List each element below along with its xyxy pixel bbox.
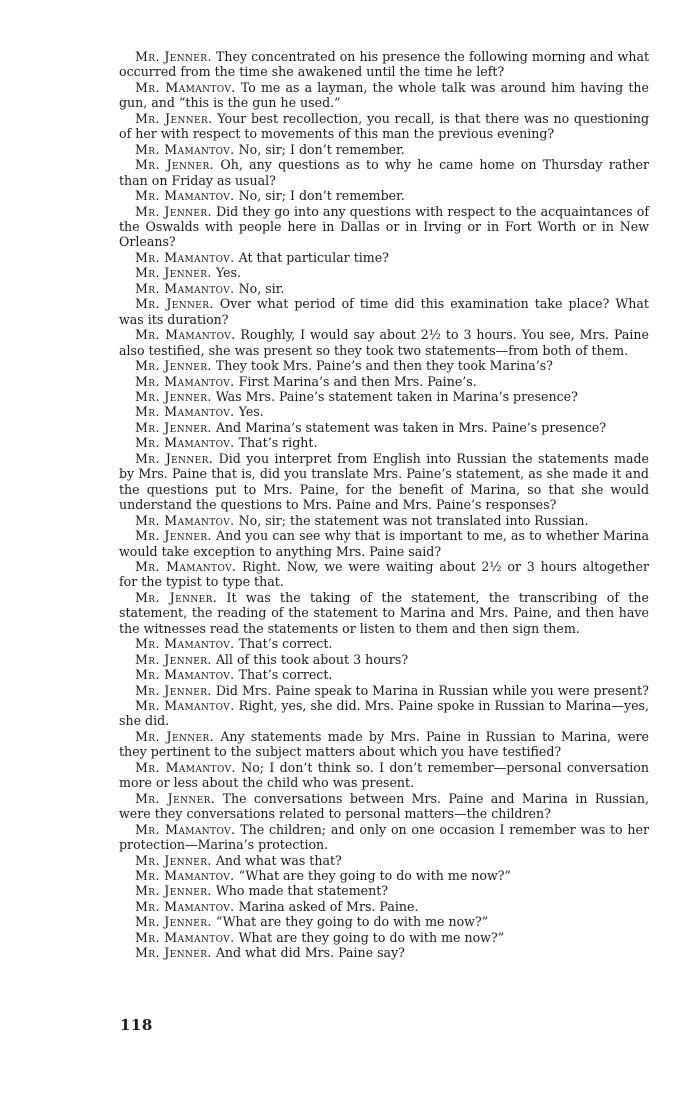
speaker-name: Mr. Jenner. [135, 852, 212, 868]
testimony-paragraph [119, 296, 649, 327]
statement-text: All of this took about 3 hours? [215, 651, 409, 667]
speaker-name: Mr. Mamantov. [135, 821, 236, 837]
speaker-name: Mr. Mamantov. [135, 141, 235, 157]
speaker-name: Mr. Jenner. [135, 203, 212, 219]
testimony-paragraph [119, 683, 649, 698]
statement-text: And you can see why that is important to me, as to whether Marina would take exception to anything Mrs. Paine said? [119, 528, 650, 559]
speaker-name: Mr. Jenner. [135, 450, 214, 466]
statement-text: Did you interpret from English into Russian the statements made by Mrs. Paine that is, did you translate Mrs. Paine’s statement, as she made it and the questions put to Mrs. Paine, for the benefit of Marina, so that she would understand the questions to Mrs. Paine and Mrs. Paine’s responses? [119, 450, 649, 513]
statement-text: No, sir; I don’t remember. [238, 188, 405, 204]
statement-text: To me as a layman, the whole talk was around him having the gun, and “this is the gun he used.” [119, 79, 649, 111]
testimony-paragraph [119, 374, 649, 389]
testimony-paragraph [119, 389, 649, 404]
statement-text: Oh, any questions as to why he came home on Thursday rather than on Friday as usual? [119, 157, 649, 188]
statement-text: At that particular time? [238, 249, 389, 265]
speaker-name: Mr. Mamantov. [135, 188, 235, 204]
statement-text: Your best recollection, you recall, is that there was no questioning of her with respect to movements of this man the previous evening? [119, 110, 650, 142]
testimony-paragraph [119, 528, 649, 559]
statement-text: “What are they going to do with me now?” [238, 868, 511, 884]
statement-text: Did Mrs. Paine speak to Marina in Russian while you were present? [215, 682, 649, 698]
speaker-name: Mr. Jenner. [135, 358, 212, 374]
statement-text: No, sir; the statement was not translated into Russian. [238, 512, 589, 528]
speaker-name: Mr. Mamantov. [135, 249, 235, 265]
speaker-name: Mr. Mamantov. [135, 929, 235, 945]
testimony-paragraph [119, 204, 649, 250]
testimony-paragraph [119, 914, 649, 929]
testimony-paragraph [119, 667, 649, 682]
statement-text: They concentrated on his presence the following morning and what occurred from the time she awakened until the time he left? [119, 49, 650, 80]
testimony-paragraph [119, 420, 649, 435]
speaker-name: Mr. Jenner. [135, 945, 212, 961]
statement-text: Yes. [215, 265, 241, 281]
testimony-paragraph [119, 590, 649, 636]
speaker-name: Mr. Mamantov. [135, 636, 235, 652]
statement-text: That’s right. [238, 435, 318, 451]
statement-text: Right. Now, we were waiting about 2½ or 3 hours altogether for the typist to type that. [119, 558, 649, 590]
testimony-paragraph [119, 698, 649, 729]
speaker-name: Mr. Mamantov. [135, 898, 235, 914]
speaker-name: Mr. Mamantov. [135, 435, 235, 451]
testimony-paragraph [119, 451, 649, 513]
statement-text: That’s correct. [238, 636, 333, 652]
testimony-paragraph [119, 930, 649, 945]
speaker-name: Mr. Mamantov. [135, 280, 235, 296]
statement-text: No; I don’t think so. I don’t remember—personal conversation more or less about the child who was present. [119, 759, 649, 791]
statement-text: First Marina’s and then Mrs. Paine’s. [238, 373, 477, 389]
statement-text: The children; and only on one occasion I remember was to her protection—Marina’s protection. [119, 821, 650, 853]
testimony-paragraph [119, 513, 649, 528]
statement-text: The conversations between Mrs. Paine and Marina in Russian, were they conversations related to personal matters—the children? [119, 790, 649, 822]
statement-text: No, sir. [238, 280, 285, 296]
speaker-name: Mr. Mamantov. [135, 667, 235, 683]
statement-text: And what did Mrs. Paine say? [215, 945, 405, 961]
speaker-name: Mr. Jenner. [135, 157, 215, 173]
speaker-name: Mr. Jenner. [135, 388, 212, 404]
speaker-name: Mr. Mamantov. [135, 512, 235, 528]
statement-text: Over what period of time did this examination take place? What was its duration? [119, 296, 649, 327]
speaker-name: Mr. Mamantov. [135, 327, 236, 343]
speaker-name: Mr. Jenner. [135, 883, 212, 899]
statement-text: What are they going to do with me now?” [238, 929, 505, 945]
statement-text: Did they go into any questions with respect to the acquaintances of the Oswalds with people here in Dallas or in Irving or in Fort Worth or in New Orleans? [119, 203, 649, 250]
testimony-paragraph [119, 868, 649, 883]
testimony-paragraph [119, 791, 649, 822]
statement-text: Who made that statement? [215, 883, 389, 899]
statement-text: Right, yes, she did. Mrs. Paine spoke in Russian to Marina—yes, she did. [119, 698, 649, 729]
testimony-paragraph [119, 945, 649, 960]
testimony-paragraph [119, 80, 649, 111]
statement-text: “What are they going to do with me now?” [215, 914, 489, 930]
statement-text: And Marina’s statement was taken in Mrs. Paine’s presence? [215, 419, 607, 435]
testimony-paragraph [119, 853, 649, 868]
testimony-paragraph [119, 111, 649, 142]
testimony-paragraph [119, 435, 649, 450]
testimony-paragraph [119, 899, 649, 914]
testimony-paragraph [119, 636, 649, 651]
testimony-paragraph [119, 281, 649, 296]
speaker-name: Mr. Jenner. [135, 728, 215, 744]
speaker-name: Mr. Jenner. [135, 682, 212, 698]
speaker-name: Mr. Mamantov. [135, 79, 236, 95]
speaker-name: Mr. Jenner. [135, 296, 214, 312]
testimony-paragraph [119, 142, 649, 157]
speaker-name: Mr. Jenner. [135, 589, 218, 605]
testimony-paragraph [119, 49, 649, 80]
page-number: 118 [120, 1016, 153, 1034]
speaker-name: Mr. Jenner. [135, 651, 212, 667]
speaker-name: Mr. Mamantov. [135, 868, 235, 884]
speaker-name: Mr. Jenner. [135, 914, 212, 930]
statement-text: And what was that? [215, 852, 342, 868]
speaker-name: Mr. Mamantov. [135, 373, 235, 389]
testimony-paragraph [119, 250, 649, 265]
statement-text: Yes. [238, 404, 264, 420]
statement-text: Marina asked of Mrs. Paine. [238, 898, 419, 914]
speaker-name: Mr. Mamantov. [135, 404, 235, 420]
speaker-name: Mr. Jenner. [135, 528, 212, 544]
testimony-paragraph [119, 358, 649, 373]
statement-text: Any statements made by Mrs. Paine in Russian to Marina, were they pertinent to the subject matters about which you have testified? [119, 728, 649, 760]
testimony-paragraph [119, 559, 649, 590]
speaker-name: Mr. Jenner. [135, 419, 212, 435]
statement-text: They took Mrs. Paine’s and then they took Marina’s? [215, 358, 553, 374]
testimony-paragraph [119, 652, 649, 667]
statement-text: It was the taking of the statement, the transcribing of the statement, the reading of the statement to Marina and Mrs. Paine, and then have the witnesses read the statements or listen to them and then sign them. [119, 589, 649, 636]
statement-text: No, sir; I don’t remember. [238, 141, 405, 157]
testimony-paragraph [119, 729, 649, 760]
testimony-text [119, 49, 649, 961]
testimony-paragraph [119, 157, 649, 188]
speaker-name: Mr. Jenner. [135, 49, 212, 64]
speaker-name: Mr. Jenner. [135, 265, 212, 281]
testimony-paragraph [119, 265, 649, 280]
statement-text: Roughly, I would say about 2½ to 3 hours. You see, Mrs. Paine also testified, she was present so they took two statements—from both of them. [119, 327, 649, 358]
testimony-paragraph [119, 883, 649, 898]
testimony-paragraph [119, 188, 649, 203]
statement-text: Was Mrs. Paine’s statement taken in Marina’s presence? [215, 388, 578, 404]
speaker-name: Mr. Jenner. [135, 110, 213, 126]
testimony-paragraph [119, 760, 649, 791]
statement-text: That’s correct. [238, 667, 333, 683]
speaker-name: Mr. Jenner. [135, 790, 216, 806]
testimony-paragraph [119, 327, 649, 358]
speaker-name: Mr. Mamantov. [135, 558, 237, 574]
testimony-paragraph [119, 404, 649, 419]
speaker-name: Mr. Mamantov. [135, 698, 235, 714]
speaker-name: Mr. Mamantov. [135, 759, 236, 775]
testimony-paragraph [119, 822, 649, 853]
